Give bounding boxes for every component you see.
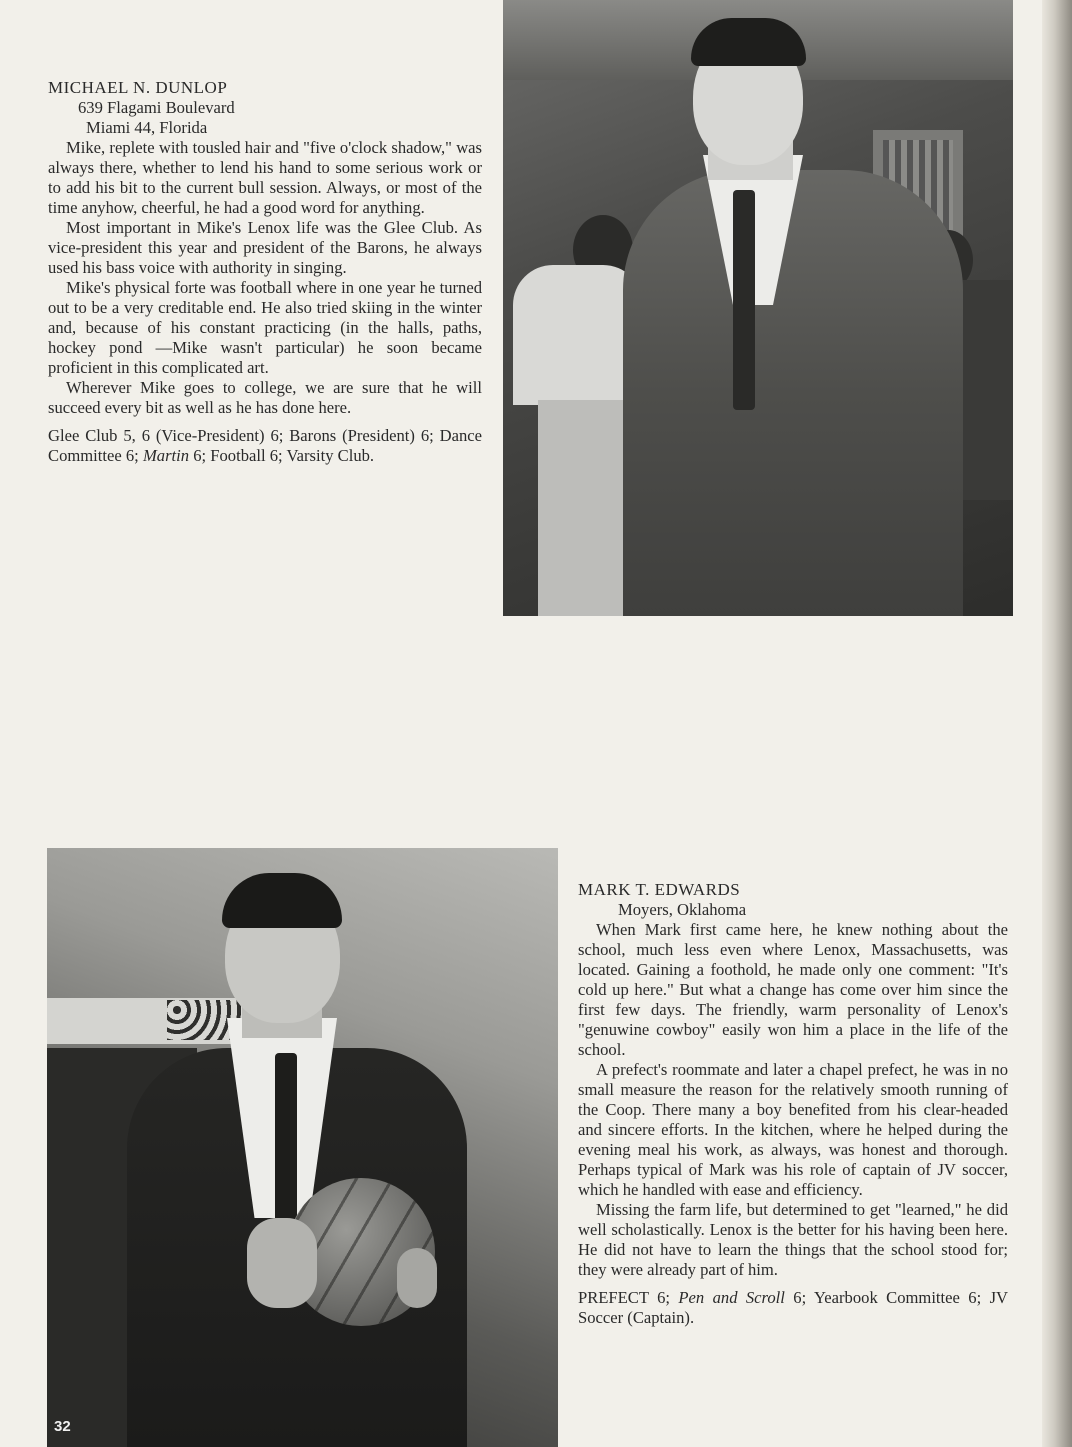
- activities-list: PREFECT 6; Pen and Scroll 6; Yearbook Committee 6; JV Soccer (Captain).: [578, 1288, 1009, 1327]
- page-binding-shadow: [1042, 0, 1072, 1447]
- page-number: 32: [54, 1418, 71, 1435]
- student-name: MARK T. EDWARDS: [578, 880, 741, 899]
- bio-paragraph: Mike, replete with tousled hair and "five o'clock shadow," was always there, whether to lend his hand to some serious work or to add his bit to the current bull session. Always, or most of the time anyhow, cheerful, he had a good word for anything.: [48, 138, 482, 217]
- student-name: MICHAEL N. DUNLOP: [48, 78, 228, 97]
- bio-paragraph: A prefect's roommate and later a chapel prefect, he was in no small measure the reason for the relatively smooth running of the Coop. There many a boy benefited from his clear-headed and sincere efforts. In the kitchen, where he helped during the evening meal his work, as always, was honest and thorough. Perhaps typical of Mark was his role of captain of JV soccer, which he handled with ease and efficiency.: [578, 1060, 1008, 1199]
- portrait-photo-edwards: [47, 848, 558, 1447]
- address-line: Moyers, Oklahoma: [618, 900, 747, 919]
- bio-entry-dunlop: [48, 78, 482, 466]
- bio-paragraph: Most important in Mike's Lenox life was the Glee Club. As vice-president this year and president of the Barons, he always used his bass voice with authority in singing.: [48, 218, 482, 277]
- bio-entry-edwards: [578, 880, 1008, 1328]
- address-line: 639 Flagami Boulevard: [78, 98, 235, 117]
- bio-paragraph: Missing the farm life, but determined to get "learned," he did well scholastically. Lenox is the better for his having been here. He did not have to learn the things that the school stood for; they were already part of him.: [578, 1200, 1008, 1279]
- bio-paragraph: Wherever Mike goes to college, we are sure that he will succeed every bit as well as he has done here.: [48, 378, 482, 417]
- address-line: Miami 44, Florida: [86, 118, 208, 137]
- portrait-photo-dunlop: [503, 0, 1013, 616]
- bio-paragraph: When Mark first came here, he knew nothing about the school, much less even where Lenox, Massachusetts, was located. Gaining a foothold, he made only one comment: "It's cold up here." But what a change has come over him since the first few days. The friendly, warm personality of Lenox's "genuwine cowboy" easily won him a place in the life of the school.: [578, 920, 1008, 1059]
- activities-list: Glee Club 5, 6 (Vice-President) 6; Barons (President) 6; Dance Committee 6; Martin 6; Football 6; Varsity Club.: [48, 426, 482, 465]
- bio-paragraph: Mike's physical forte was football where in one year he turned out to be a very creditable end. He also tried skiing in the winter and, because of his constant practicing (in the halls, paths, hockey pond —Mike wasn't particular) he soon became proficient in this complicated art.: [48, 278, 482, 377]
